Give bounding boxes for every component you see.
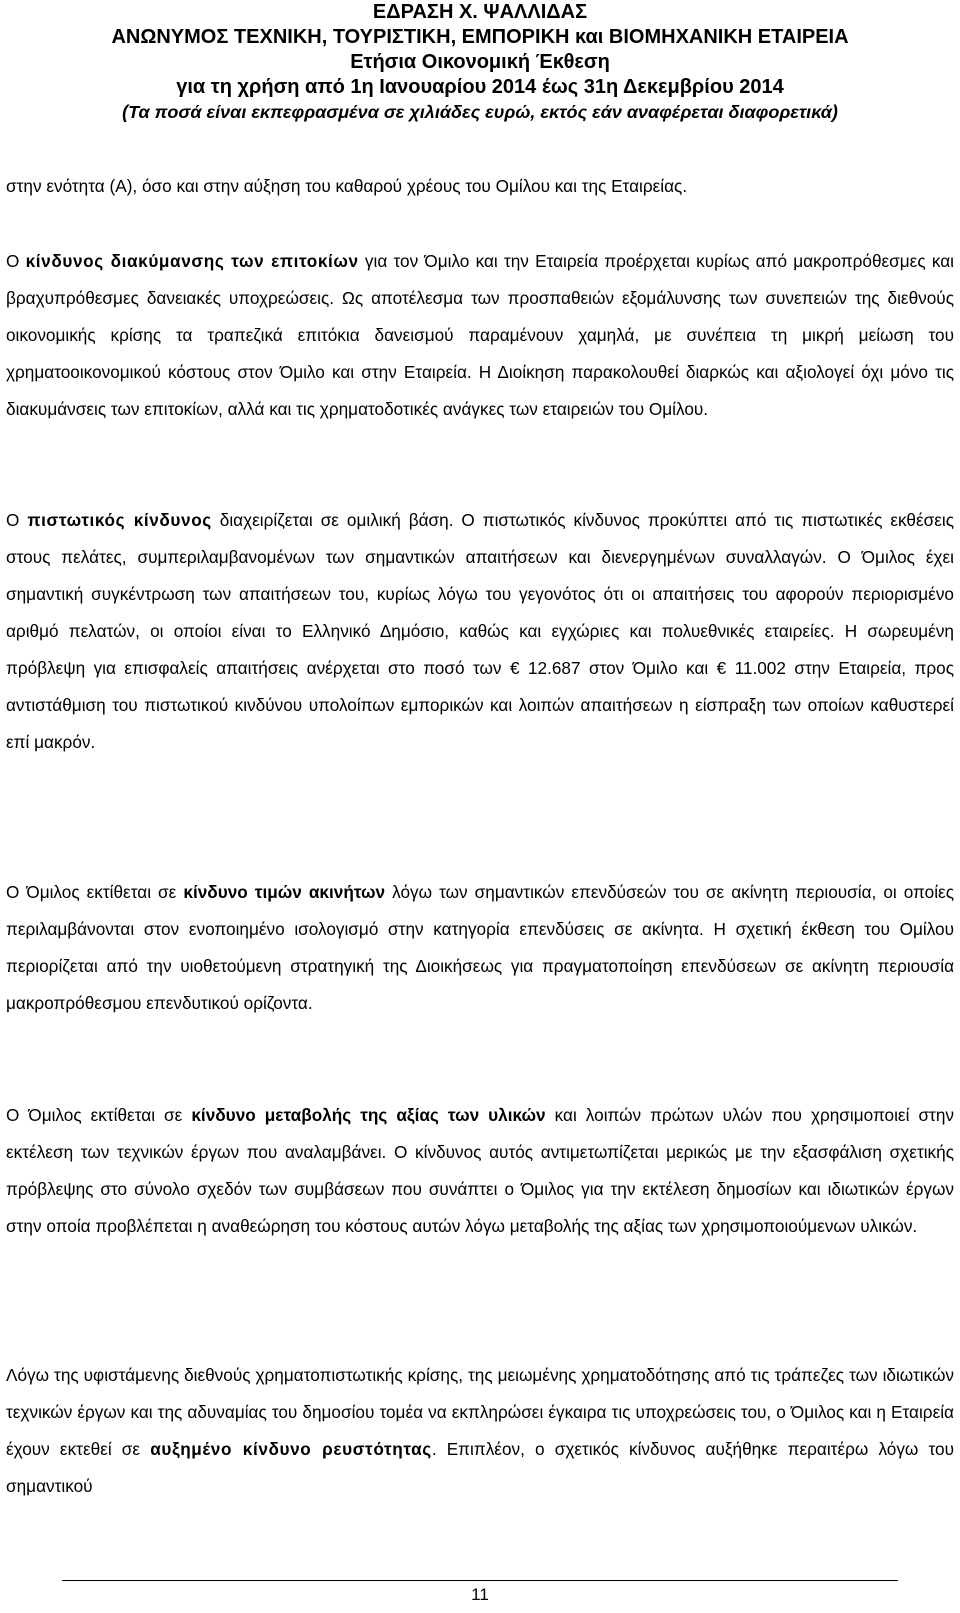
paragraph-text: Ο Όμιλος εκτίθεται σε: [6, 882, 184, 902]
paragraph-property-price-risk: [6, 874, 954, 1022]
paragraph-text: Ο: [6, 251, 26, 271]
paragraph-credit-risk: [6, 502, 954, 761]
paragraph-materials-risk: [6, 1097, 954, 1245]
paragraph-liquidity-risk: [6, 1357, 954, 1505]
paragraph-text: . Επιπλέον, ο σχετικός κίνδυνος αυξήθηκε περαιτέρω λόγω του σημαντικού: [6, 1439, 954, 1496]
paragraph-text: Λόγω της υφιστάμενης διεθνούς χρηματοπιστωτικής κρίσης, της μειωμένης χρηματοδότησης από τις τράπεζες των ιδιωτικών τεχνικών έργων και της αδυναμίας του δημοσίου τομέα να εκπληρώσει έγκαιρα τις υποχρεώσεις του, ο Όμιλος και η Εταιρεία έχουν εκτεθεί σε: [6, 1365, 954, 1459]
paragraph-text: διαχειρίζεται σε ομιλική βάση. Ο πιστωτικός κίνδυνος προκύπτει από τις πιστωτικές εκθέσεις στους πελάτες, συμπεριλαμβανομένων των σημαντικών απαιτήσεων και διενεργημένων συναλλαγών. Ο Όμιλος έχει σημαντική συγκέντρωση των απαιτήσεων του, κυρίως λόγω του γεγονότος ότι οι απαιτήσεις του αφορούν περιορισμένο αριθμό πελατών, οι οποίοι είναι το Ελληνικό Δημόσιο, καθώς και εγχώριες και πολυεθνικές εταιρείες. Η σωρευμένη πρόβλεψη για επισφαλείς απαιτήσεις ανέρχεται στο ποσό των € 12.687 στον Όμιλο και € 11.002 στην Εταιρεία, προς αντιστάθμιση του πιστωτικού κινδύνου υπολοίπων εμπορικών και λοιπών απαιτήσεων η είσπραξη των οποίων καθυστερεί επί μακρόν.: [6, 510, 954, 752]
bold-term: κίνδυνος διακύμανσης των επιτοκίων: [25, 251, 359, 271]
currency-note: (Τα ποσά είναι εκπεφρασμένα σε χιλιάδες ευρώ, εκτός εάν αναφέρεται διαφορετικά): [122, 102, 838, 122]
report-period: για τη χρήση από 1η Ιανουαρίου 2014 έως 31η Δεκεμβρίου 2014: [176, 76, 784, 98]
report-title: Ετήσια Οικονομική Έκθεση: [350, 51, 610, 73]
paragraph-text: και λοιπών πρώτων υλών που χρησιμοποιεί στην εκτέλεση των τεχνικών έργων που αναλαμβάνει. Ο κίνδυνος αυτός αντιμετωπίζεται μερικώς με την εξασφάλιση σχετικής πρόβλεψης στο σύνολο σχεδόν των συμβάσεων που συνάπτει ο Όμιλος για την εκτέλεση δημοσίων και ιδιωτικών έργων στην οποία προβλέπεται η αναθεώρηση του κόστους αυτών λόγω μεταβολής της αξίας των χρησιμοποιούμενων υλικών.: [6, 1105, 954, 1236]
company-short-name: ΕΔΡΑΣΗ Χ. ΨΑΛΛΙΔΑΣ: [372, 1, 588, 23]
bold-term: αυξημένο κίνδυνο ρευστότητας: [150, 1439, 432, 1459]
paragraph-text: λόγω των σημαντικών επενδύσεών του σε ακίνητη περιουσία, οι οποίες περιλαμβάνονται στον ενοποιημένο ισολογισμό στην κατηγορία επενδύσεις σε ακίνητα. Η σχετική έκθεση του Ομίλου περιορίζεται από την υιοθετούμενη στρατηγική της Διοικήσεως για πραγματοποίηση επενδύσεων σε ακίνητη περιουσία μακροπρόθεσμου επενδυτικού ορίζοντα.: [6, 882, 954, 1013]
bold-term: κίνδυνο μεταβολής της αξίας των υλικών: [191, 1105, 546, 1125]
company-full-name: ΑΝΩΝΥΜΟΣ ΤΕΧΝΙΚΗ, ΤΟΥΡΙΣΤΙΚΗ, ΕΜΠΟΡΙΚΗ και ΒΙΟΜΗΧΑΝΙΚΗ ΕΤΑΙΡΕΙΑ: [111, 26, 849, 48]
bold-term: πιστωτικός κίνδυνος: [27, 510, 212, 530]
paragraph-text: για τον Όμιλο και την Εταιρεία προέρχεται κυρίως από μακροπρόθεσμες και βραχυπρόθεσμες δανειακές υποχρεώσεις. Ως αποτέλεσμα των προσπαθειών εξομάλυνσης των συνεπειών της διεθνούς οικονομικής κρίσης τα τραπεζικά επιτόκια δανεισμού παραμένουν χαμηλά, με συνέπεια τη μικρή μείωση του χρηματοοικονομικού κόστους στον Όμιλο και στην Εταιρεία. Η Διοίκηση παρακολουθεί διαρκώς και αξιολογεί όχι μόνο τις διακυμάνσεις των επιτοκίων, αλλά και τις χρηματοδοτικές ανάγκες των εταιρειών του Ομίλου.: [6, 251, 954, 419]
paragraph-text: Ο: [6, 510, 28, 530]
bold-term: κίνδυνο τιμών ακινήτων: [183, 882, 386, 902]
paragraph-text: στην ενότητα (Α), όσο και στην αύξηση του καθαρού χρέους του Ομίλου και της Εταιρείας.: [6, 176, 688, 196]
paragraph-interest-rate-risk: [6, 243, 954, 428]
page-number: 11: [471, 1585, 489, 1604]
paragraph-text: Ο Όμιλος εκτίθεται σε: [6, 1105, 192, 1125]
footer-rule: [62, 1580, 898, 1581]
paragraph-continuation: [6, 168, 954, 205]
document-header: [0, 0, 960, 125]
